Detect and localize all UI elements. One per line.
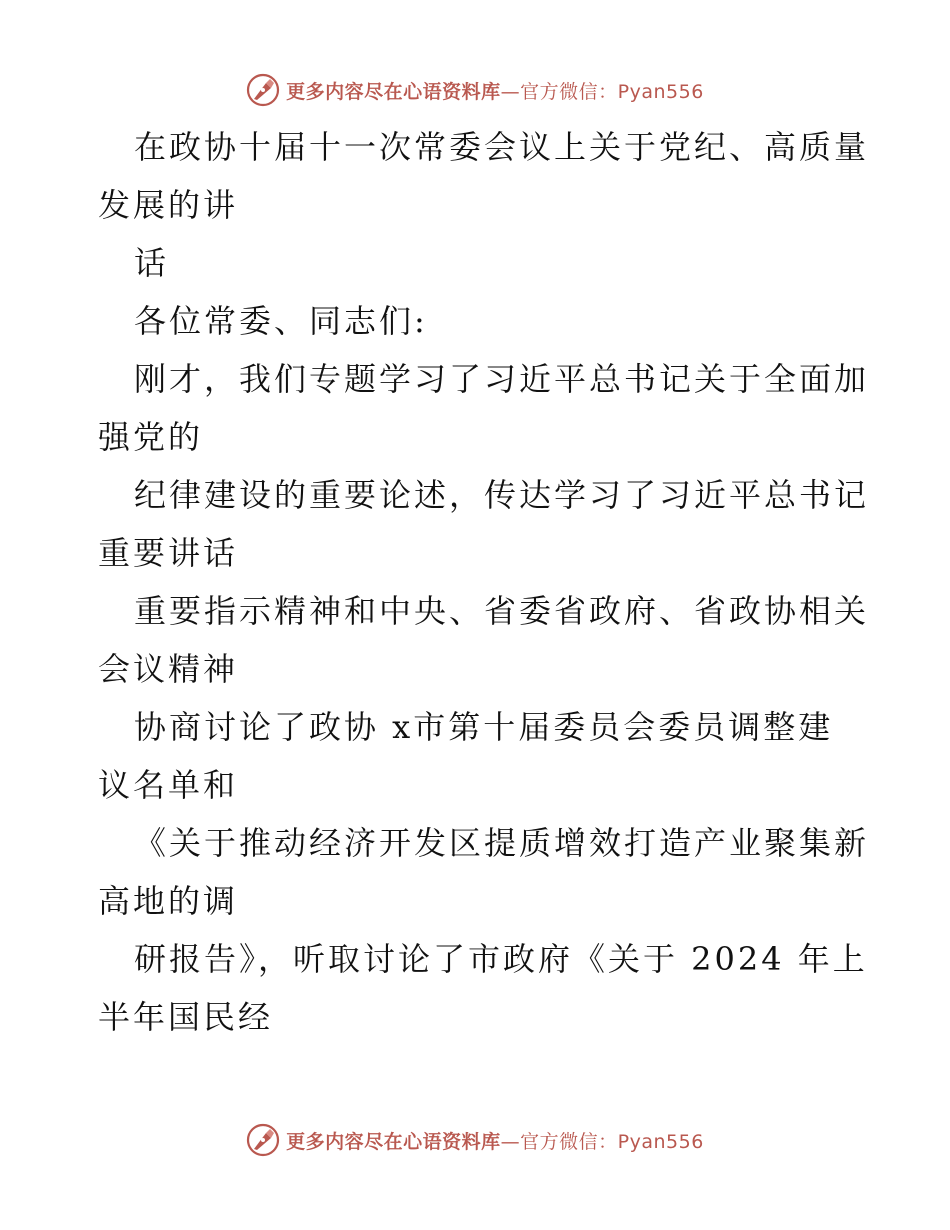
watermark-text: 更多内容尽在心语资料库 bbox=[286, 1130, 501, 1153]
text-line: 强党的 bbox=[98, 418, 204, 456]
text-line: 《关于推动经济开发区提质增效打造产业聚集新 bbox=[134, 824, 870, 862]
watermark-separator: — bbox=[500, 1130, 521, 1153]
text-line: 发展的讲 bbox=[98, 186, 239, 224]
text-line: 刚才，我们专题学习了习近平总书记关于全面加 bbox=[134, 360, 870, 398]
document-body bbox=[98, 118, 870, 1046]
footer-watermark bbox=[0, 1120, 950, 1160]
text-line: 话 bbox=[134, 244, 170, 282]
text-line: 议名单和 bbox=[98, 766, 239, 804]
watermark-contact: 官方微信：Pyan556 bbox=[520, 1130, 704, 1153]
pen-nib-logo-icon bbox=[246, 73, 280, 107]
watermark-contact: 官方微信：Pyan556 bbox=[520, 80, 704, 103]
text-line: 研报告》，听取讨论了市政府《关于 2024 年上 bbox=[134, 940, 868, 978]
watermark-separator: — bbox=[500, 80, 521, 103]
text-line: 半年国民经 bbox=[98, 998, 274, 1036]
header-watermark bbox=[0, 70, 950, 110]
pen-nib-logo-icon bbox=[246, 1123, 280, 1157]
text-line: 在政协十届十一次常委会议上关于党纪、高质量 bbox=[134, 128, 870, 166]
text-line: 会议精神 bbox=[98, 650, 239, 688]
text-line: 重要讲话 bbox=[98, 534, 239, 572]
salutation: 各位常委、同志们: bbox=[134, 302, 428, 340]
text-line: 重要指示精神和中央、省委省政府、省政协相关 bbox=[134, 592, 870, 630]
text-line: 高地的调 bbox=[98, 882, 239, 920]
text-line: 纪律建设的重要论述，传达学习了习近平总书记 bbox=[134, 476, 870, 514]
text-line: 协商讨论了政协 x市第十届委员会委员调整建 bbox=[134, 708, 834, 746]
watermark-text: 更多内容尽在心语资料库 bbox=[286, 80, 501, 103]
